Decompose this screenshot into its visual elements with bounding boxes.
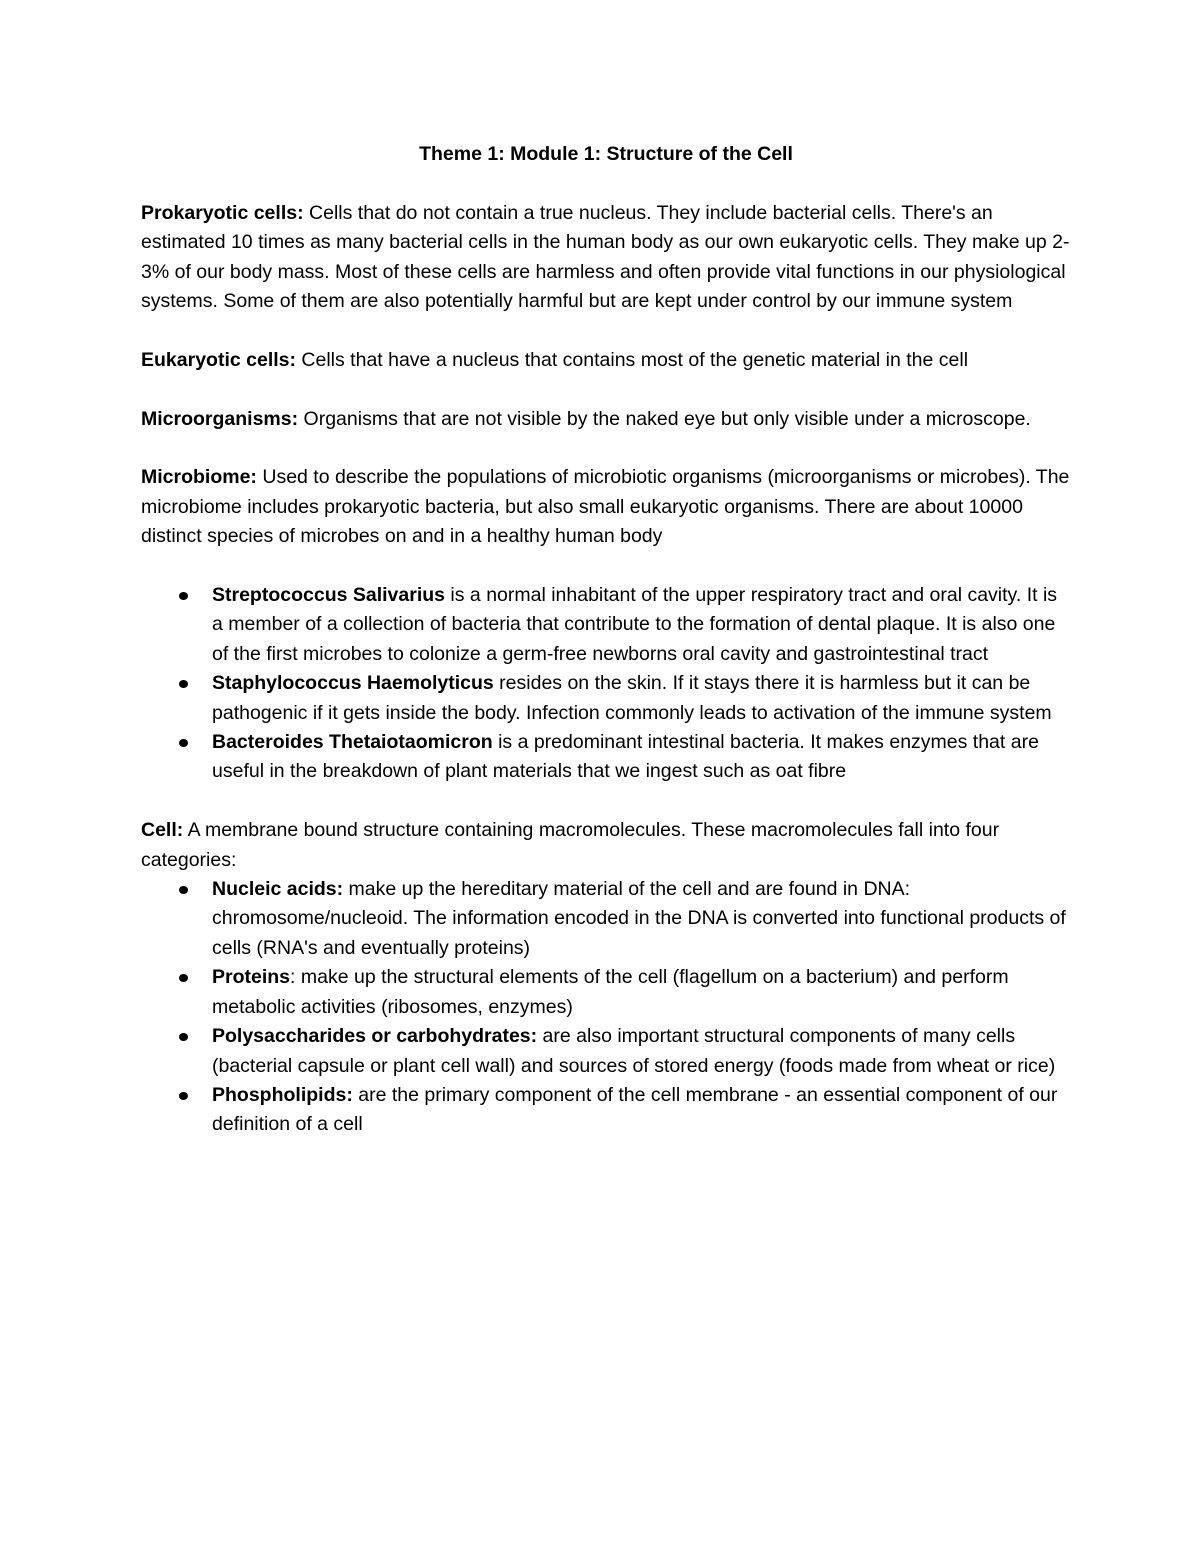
- page-title: Theme 1: Module 1: Structure of the Cell: [419, 143, 793, 165]
- definition-text: Cells that have a nucleus that contains most of the genetic material in the cell: [296, 348, 969, 371]
- list-item: [141, 581, 1071, 669]
- list-item: [141, 669, 1071, 728]
- macromolecule-text: : make up the structural elements of the cell (flagellum on a bacterium) and perform metabolic activities (ribosomes, enzymes): [212, 966, 1009, 1018]
- definition-text: A membrane bound structure containing macromolecules. These macromolecules fall into four categories:: [141, 819, 1000, 871]
- definition-text: Cells that do not contain a true nucleus. They include bacterial cells. There's an estimated 10 times as many bacterial cells in the human body as our own eukaryotic cells. They make up 2-3% of our body mass. Most of these cells are harmless and often provide vital functions in our physiological systems. Some of them are also potentially harmful but are kept under control by our immune system: [141, 201, 1070, 313]
- definition-term: Eukaryotic cells:: [141, 348, 296, 371]
- bullet-icon: [179, 1092, 188, 1100]
- definition-cell: [141, 816, 1071, 875]
- bullet-icon: [179, 680, 188, 688]
- macromolecule-text: make up the hereditary material of the cell and are found in DNA: chromosome/nucleoid. The information encoded in the DNA is converted into functional products of cells (RNA's and eventually proteins): [212, 878, 1066, 959]
- document-page: [141, 140, 1071, 1140]
- macromolecule-text: are the primary component of the cell membrane - an essential component of our definition of a cell: [212, 1083, 1058, 1136]
- microbe-text: is a predominant intestinal bacteria. It makes enzymes that are useful in the breakdown of plant materials that we ingest such as oat fibre: [212, 731, 1039, 783]
- bullet-icon: [179, 974, 188, 982]
- microbe-name: Streptococcus Salivarius: [212, 584, 446, 607]
- list-item: [141, 1022, 1071, 1081]
- microbe-text: is a normal inhabitant of the upper respiratory tract and oral cavity. It is a member of a collection of bacteria that contribute to the formation of dental plaque. It is also one of the first microbes to colonize a germ-free newborns oral cavity and gastrointestinal tract: [212, 584, 1058, 665]
- definition-eukaryotic: [141, 346, 1071, 375]
- definition-text: Used to describe the populations of microbiotic organisms (microorganisms or microbes). The microbiome includes prokaryotic bacteria, but also small eukaryotic organisms. There are about 10000 distinct species of microbes on and in a healthy human body: [141, 466, 1070, 548]
- bullet-icon: [179, 592, 188, 600]
- microbe-text: resides on the skin. If it stays there it is harmless but it can be pathogenic if it gets inside the body. Infection commonly leads to activation of the immune system: [212, 672, 1052, 724]
- definition-term: Prokaryotic cells:: [141, 201, 304, 224]
- microbe-name: Staphylococcus Haemolyticus: [212, 672, 494, 695]
- microbe-name: Bacteroides Thetaiotaomicron: [212, 731, 493, 754]
- bullet-icon: [179, 739, 188, 747]
- definition-term: Microbiome:: [141, 466, 257, 489]
- definition-term: Cell:: [141, 819, 184, 842]
- definition-microorganisms: [141, 405, 1071, 434]
- macromolecule-name: Polysaccharides or carbohydrates:: [212, 1025, 538, 1048]
- list-item: [141, 1081, 1071, 1140]
- microbe-list: [141, 581, 1071, 787]
- definition-text: Organisms that are not visible by the naked eye but only visible under a microscope.: [298, 407, 1031, 430]
- definition-microbiome: [141, 463, 1071, 551]
- macromolecule-list: [141, 875, 1071, 1140]
- macromolecule-text: are also important structural components of many cells (bacterial capsule or plant cell wall) and sources of stored energy (foods made from wheat or rice): [212, 1025, 1056, 1077]
- list-item: [141, 728, 1071, 787]
- macromolecule-name: Nucleic acids:: [212, 878, 344, 901]
- definition-term: Microorganisms:: [141, 407, 299, 430]
- definition-prokaryotic: [141, 199, 1071, 317]
- list-item: [141, 963, 1071, 1022]
- macromolecule-name: Proteins: [212, 966, 291, 989]
- macromolecule-name: Phospholipids:: [212, 1083, 353, 1106]
- bullet-icon: [179, 1033, 188, 1041]
- bullet-icon: [179, 886, 188, 894]
- list-item: [141, 875, 1071, 963]
